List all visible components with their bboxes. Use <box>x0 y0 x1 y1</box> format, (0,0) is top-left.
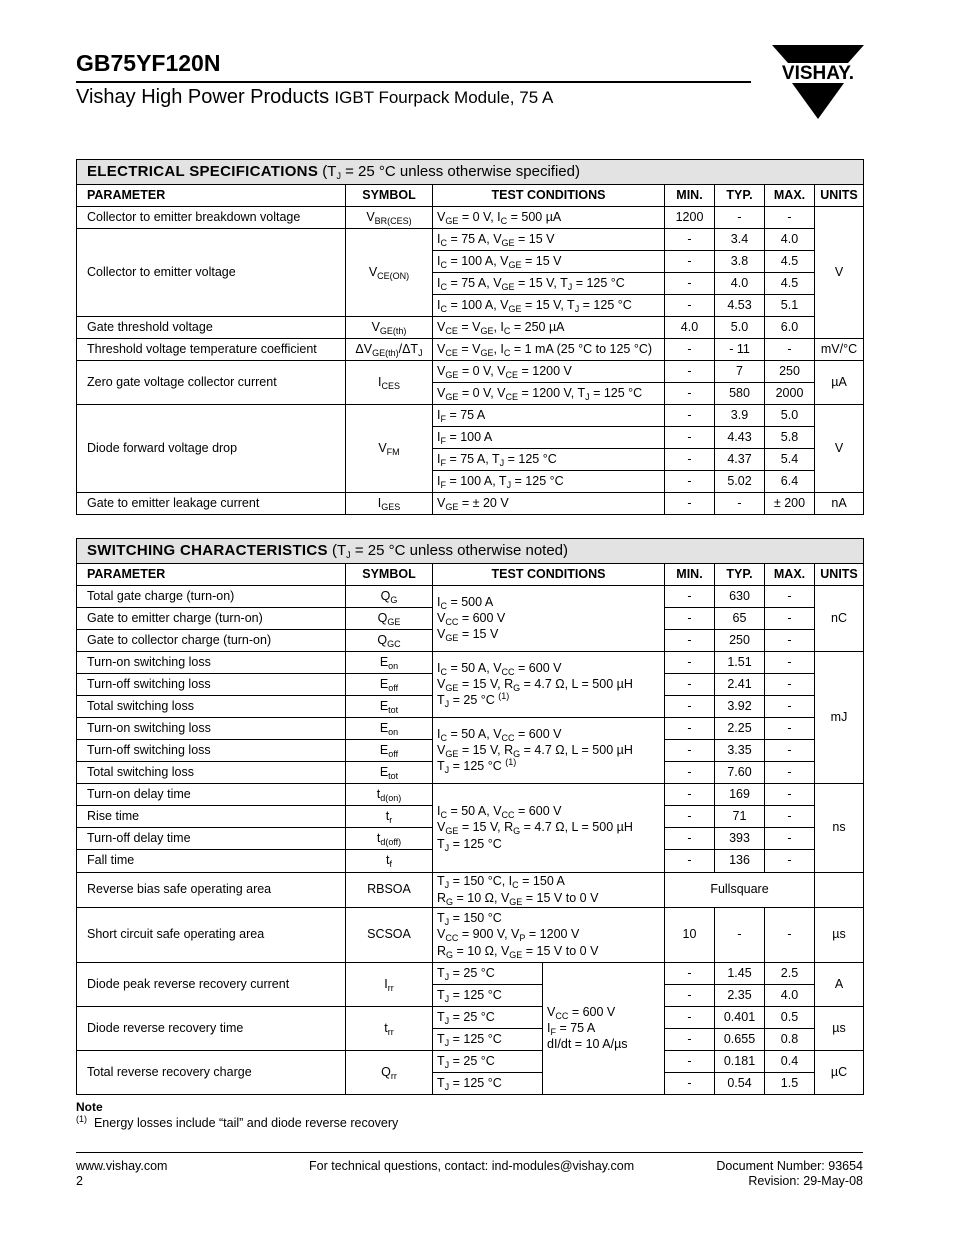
table-row: Turn-on switching loss $E_{on}$ $I_C = 50$ A, $V_{CC} = 600$ V $V_{GE} = 15$ V, $R_G = 4.7$ Ω, L = 500 µH $T_J = 25$ °C $^{(1)}$ - 1.51 - mJ <box>77 651 864 673</box>
table-row: Total switching loss $E_{tot}$ - 7.60 - <box>77 761 864 783</box>
product-description: IGBT Fourpack Module, 75 A <box>334 88 554 107</box>
electrical-specifications-table <box>76 159 864 515</box>
table-row: $I_C = 75$ A, $V_{GE} = 15$ V, $T_J = 125$ °C - 4.0 4.5 <box>77 272 864 294</box>
table-row: Turn-off delay time $t_{d(off)}$ - 393 - <box>77 827 864 849</box>
header-min: MIN. <box>665 563 715 585</box>
logo-text: VISHAY. <box>781 63 855 84</box>
header-rule <box>76 81 751 83</box>
table-row: $T_J = 125$ °C - 0.54 1.5 <box>77 1072 864 1094</box>
table-row: Total switching loss $E_{tot}$ - 3.92 - <box>77 695 864 717</box>
table-row: Turn-off switching loss $E_{off}$ - 2.41 - <box>77 673 864 695</box>
switching-characteristics-table <box>76 538 864 1095</box>
brand-line: Vishay High Power Products <box>76 86 330 108</box>
table-row: Turn-off switching loss $E_{off}$ - 3.35 - <box>77 739 864 761</box>
table-header-row <box>77 563 864 585</box>
table-header-row <box>77 184 864 206</box>
header-parameter: PARAMETER <box>77 184 346 206</box>
header-max: MAX. <box>765 184 815 206</box>
table-row: $I_F = 100$ A, $T_J = 125$ °C - 5.02 6.4 <box>77 470 864 492</box>
table-row: Threshold voltage temperature coefficient $\Delta V_{GE(th)}/\Delta T_J$ $V_{CE} = V_{GE}$, $I_C = 1$ mA (25 °C to 125 °C) - - 11 - mV/°C <box>77 338 864 360</box>
header-symbol: SYMBOL <box>346 184 433 206</box>
table-row: $V_{GE} = 0$ V, $V_{CE} = 1200$ V, $T_J = 125$ °C - 580 2000 <box>77 382 864 404</box>
footer-page-number: 2 <box>76 1174 83 1188</box>
footer-contact: For technical questions, contact: ind-modules@vishay.com <box>309 1159 635 1173</box>
header-test-conditions: TEST CONDITIONS <box>433 184 665 206</box>
revision: Revision: 29-May-08 <box>748 1174 863 1188</box>
table-row: Total reverse recovery charge $Q_{rr}$ $T_J = 25$ °C - 0.181 0.4 µC <box>77 1050 864 1072</box>
table-row: Zero gate voltage collector current $I_{CES}$ $V_{GE} = 0$ V, $V_{CE} = 1200$ V - 7 250 µA <box>77 360 864 382</box>
header-max: MAX. <box>765 563 815 585</box>
table-row: $T_J = 125$ °C - 0.655 0.8 <box>77 1028 864 1050</box>
table-row: Turn-on delay time $t_{d(on)}$ $I_C = 50$ A, $V_{CC} = 600$ V $V_{GE} = 15$ V, $R_G = 4.7$ Ω, L = 500 µH $T_J = 125$ °C - 169 - ns <box>77 783 864 805</box>
footer-left <box>76 1159 167 1189</box>
table-row: Gate to emitter charge (turn-on) $Q_{GE}$ - 65 - <box>77 607 864 629</box>
header-subtitle <box>76 86 553 109</box>
table-row: Reverse bias safe operating area RBSOA $T_J = 150$ °C, $I_C = 150$ A $R_G = 10$ Ω, $V_{GE} = 15$ V to 0 V Fullsquare <box>77 872 864 907</box>
footer-rule <box>76 1152 863 1153</box>
table-row: Diode peak reverse recovery current $I_{rr}$ $T_J = 25$ °C $V_{CC} = 600$ V $I_F = 75$ A dI/dt = 10 A/µs - 1.45 2.5 A <box>77 962 864 984</box>
table-row: Fall time $t_f$ - 136 - <box>77 849 864 872</box>
header-typ: TYP. <box>715 184 765 206</box>
table-row: Gate to collector charge (turn-on) $Q_{GC}$ - 250 - <box>77 629 864 651</box>
table-row: Diode forward voltage drop $V_{FM}$ $I_F = 75$ A - 3.9 5.0 V <box>77 404 864 426</box>
table-row: Collector to emitter breakdown voltage $V_{BR(CES)}$ $V_{GE} = 0$ V, $I_C = 500$ µA 1200 - - V <box>77 206 864 228</box>
header-typ: TYP. <box>715 563 765 585</box>
table-row: Diode reverse recovery time $t_{rr}$ $T_J = 25$ °C - 0.401 0.5 µs <box>77 1006 864 1028</box>
footer-website[interactable]: www.vishay.com <box>76 1159 168 1173</box>
table-row: Rise time $t_r$ - 71 - <box>77 805 864 827</box>
table-row: $I_F = 100$ A - 4.43 5.8 <box>77 426 864 448</box>
table-row: Gate threshold voltage $V_{GE(th)}$ $V_{CE} = V_{GE}$, $I_C = 250$ µA 4.0 5.0 6.0 <box>77 316 864 338</box>
table-row: $T_J = 125$ °C - 2.35 4.0 <box>77 984 864 1006</box>
vishay-logo <box>770 43 866 121</box>
switching-caption: SWITCHING CHARACTERISTICS ($T_J = 25$ °C unless otherwise noted) <box>77 539 864 564</box>
table-row: Short circuit safe operating area SCSOA $T_J = 150$ °C $V_{CC} = 900$ V, $V_P = 1200$ V $R_G = 10$ Ω, $V_{GE} = 15$ V to 0 V 10 - - µs <box>77 907 864 962</box>
table-row: Total gate charge (turn-on) $Q_G$ $I_C = 500$ A $V_{CC} = 600$ V $V_{GE} = 15$ V - 630 - nC <box>77 585 864 607</box>
note-text: $^{(1)}$ Energy losses include “tail” and diode reverse recovery <box>76 1114 399 1130</box>
table-row: $I_F = 75$ A, $T_J = 125$ °C - 4.37 5.4 <box>77 448 864 470</box>
header-symbol: SYMBOL <box>346 563 433 585</box>
document-number: Document Number: 93654 <box>716 1159 863 1173</box>
header-min: MIN. <box>665 184 715 206</box>
contact-email-link[interactable]: ind-modules@vishay.com <box>491 1159 635 1173</box>
footer-right <box>716 1159 863 1189</box>
table-row: $I_C = 100$ A, $V_{GE} = 15$ V, $T_J = 125$ °C - 4.53 5.1 <box>77 294 864 316</box>
note-heading: Note <box>76 1100 103 1114</box>
table-row: Collector to emitter voltage $V_{CE(ON)}$ $I_C = 75$ A, $V_{GE} = 15$ V - 3.4 4.0 <box>77 228 864 250</box>
header-test-conditions: TEST CONDITIONS <box>433 563 665 585</box>
electrical-caption: ELECTRICAL SPECIFICATIONS ($T_J = 25$ °C unless otherwise specified) <box>77 160 864 185</box>
table-row: Turn-on switching loss $E_{on}$ $I_C = 50$ A, $V_{CC} = 600$ V $V_{GE} = 15$ V, $R_G = 4.7$ Ω, L = 500 µH $T_J = 125$ °C $^{(1)}$ - 2.25 - <box>77 717 864 739</box>
table-row: $I_C = 100$ A, $V_{GE} = 15$ V - 3.8 4.5 <box>77 250 864 272</box>
table-row: Gate to emitter leakage current $I_{GES}$ $V_{GE}$ = ± 20 V - - ± 200 nA <box>77 492 864 514</box>
header-parameter: PARAMETER <box>77 563 346 585</box>
part-number: GB75YF120N <box>76 50 221 76</box>
header-units: UNITS <box>815 563 864 585</box>
header-units: UNITS <box>815 184 864 206</box>
